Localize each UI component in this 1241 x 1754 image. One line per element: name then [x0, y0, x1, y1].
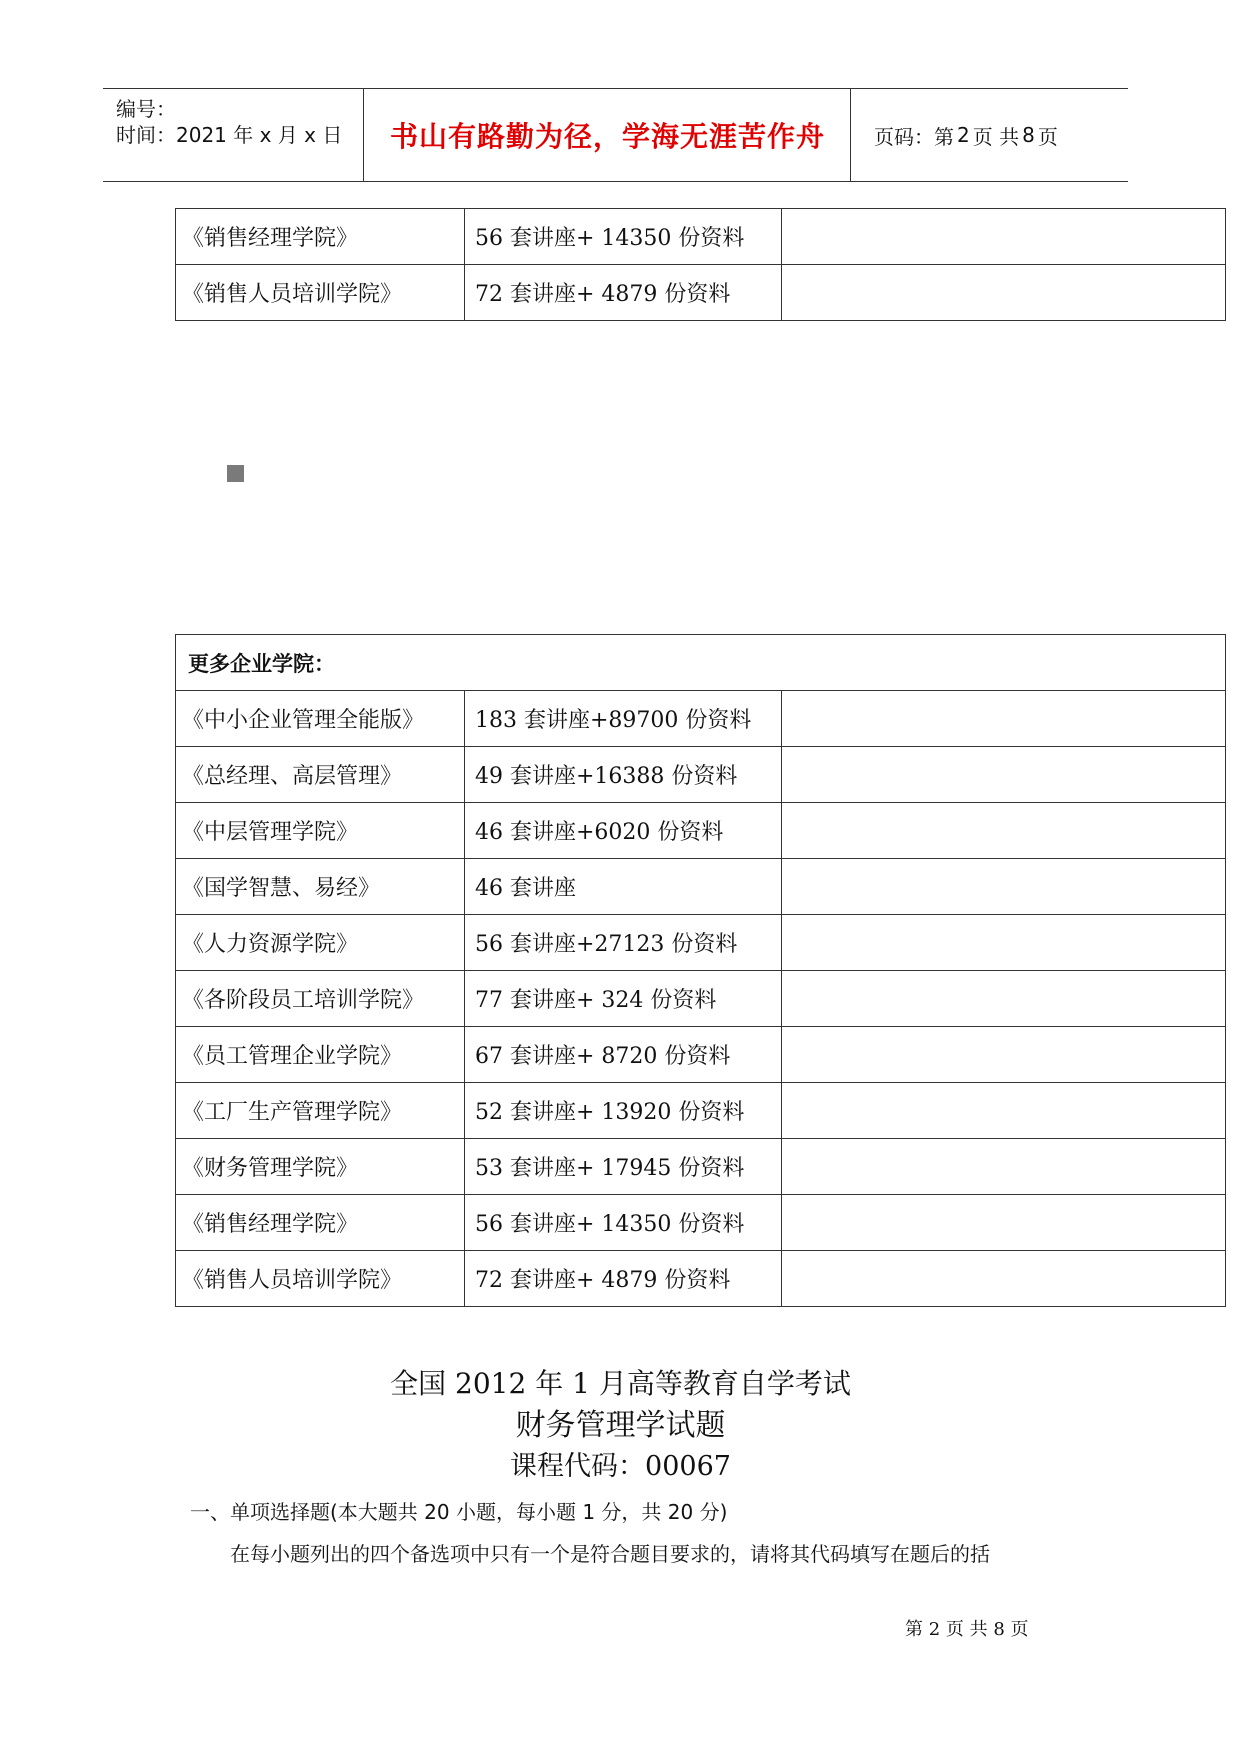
- table-row: [176, 803, 1226, 859]
- course-content: 72 套讲座+ 4879 份资料: [465, 1251, 782, 1307]
- course-note: [782, 691, 1226, 747]
- course-name: 《总经理、高层管理》: [176, 747, 465, 803]
- course-name: 《销售经理学院》: [176, 209, 465, 265]
- course-name: 《中小企业管理全能版》: [176, 691, 465, 747]
- course-note: [782, 803, 1226, 859]
- course-content: 56 套讲座+ 14350 份资料: [465, 209, 782, 265]
- course-note: [782, 265, 1226, 321]
- table-row: [176, 1195, 1226, 1251]
- table-row: [176, 209, 1226, 265]
- table-row: [176, 265, 1226, 321]
- page-number: 2: [957, 123, 970, 147]
- header-page-info: [861, 89, 1128, 181]
- course-name: 《销售经理学院》: [176, 1195, 465, 1251]
- course-code-line: [0, 1444, 1241, 1483]
- course-name: 《工厂生产管理学院》: [176, 1083, 465, 1139]
- course-name: 《各阶段员工培训学院》: [176, 971, 465, 1027]
- table-title-row: [176, 635, 1226, 691]
- course-content: 56 套讲座+ 14350 份资料: [465, 1195, 782, 1251]
- page-header: [103, 88, 1128, 182]
- table-row: [176, 1139, 1226, 1195]
- course-note: [782, 1251, 1226, 1307]
- time-label: 时间：2021 年 x 月 x 日: [116, 123, 343, 147]
- course-note: [782, 971, 1226, 1027]
- table-row: [176, 1251, 1226, 1307]
- course-content: 46 套讲座: [465, 859, 782, 915]
- page-mid: 页 共: [972, 124, 1020, 149]
- table-row: [176, 1027, 1226, 1083]
- course-content: 67 套讲座+ 8720 份资料: [465, 1027, 782, 1083]
- top-course-table: [175, 208, 1226, 321]
- bullet-square-icon: [227, 465, 244, 482]
- exam-subject: 财务管理学试题: [515, 1408, 726, 1443]
- page-total: 8: [1022, 123, 1035, 147]
- course-note: [782, 1139, 1226, 1195]
- course-note: [782, 747, 1226, 803]
- table-row: [176, 1083, 1226, 1139]
- page-label: 页码：第: [874, 124, 954, 149]
- course-name: 《销售人员培训学院》: [176, 1251, 465, 1307]
- course-content: 46 套讲座+6020 份资料: [465, 803, 782, 859]
- course-content: 77 套讲座+ 324 份资料: [465, 971, 782, 1027]
- course-name: 《销售人员培训学院》: [176, 265, 465, 321]
- more-academies-table: [175, 634, 1226, 1307]
- course-name: 《人力资源学院》: [176, 915, 465, 971]
- course-name: 《员工管理企业学院》: [176, 1027, 465, 1083]
- table-title: 更多企业学院：: [176, 635, 1226, 691]
- page-end: 页: [1037, 124, 1058, 149]
- table-row: [176, 971, 1226, 1027]
- course-content: 56 套讲座+27123 份资料: [465, 915, 782, 971]
- course-content: 52 套讲座+ 13920 份资料: [465, 1083, 782, 1139]
- course-note: [782, 209, 1226, 265]
- table-row: [176, 691, 1226, 747]
- course-content: 53 套讲座+ 17945 份资料: [465, 1139, 782, 1195]
- course-note: [782, 859, 1226, 915]
- course-name: 《财务管理学院》: [176, 1139, 465, 1195]
- table-row: [176, 859, 1226, 915]
- page-footer: 第 2 页 共 8 页: [905, 1619, 1029, 1640]
- table-row: [176, 747, 1226, 803]
- course-note: [782, 1083, 1226, 1139]
- course-note: [782, 1027, 1226, 1083]
- header-meta: [103, 89, 364, 181]
- section-heading: 一、单项选择题(本大题共 20 小题，每小题 1 分，共 20 分): [190, 1500, 728, 1524]
- course-name: 《国学智慧、易经》: [176, 859, 465, 915]
- number-label: 编号：: [116, 97, 176, 121]
- course-note: [782, 1195, 1226, 1251]
- table-row: [176, 915, 1226, 971]
- course-content: 72 套讲座+ 4879 份资料: [465, 265, 782, 321]
- course-content: 49 套讲座+16388 份资料: [465, 747, 782, 803]
- course-code-label: 课程代码：: [510, 1451, 646, 1482]
- course-note: [782, 915, 1226, 971]
- instruction-text: 在每小题列出的四个备选项中只有一个是符合题目要求的，请将其代码填写在题后的括: [230, 1542, 990, 1566]
- exam-heading: 全国 2012 年 1 月高等教育自学考试: [390, 1367, 851, 1400]
- header-motto: 书山有路勤为径，学海无涯苦作舟: [365, 89, 851, 181]
- course-name: 《中层管理学院》: [176, 803, 465, 859]
- course-code: 00067: [645, 1451, 731, 1482]
- course-content: 183 套讲座+89700 份资料: [465, 691, 782, 747]
